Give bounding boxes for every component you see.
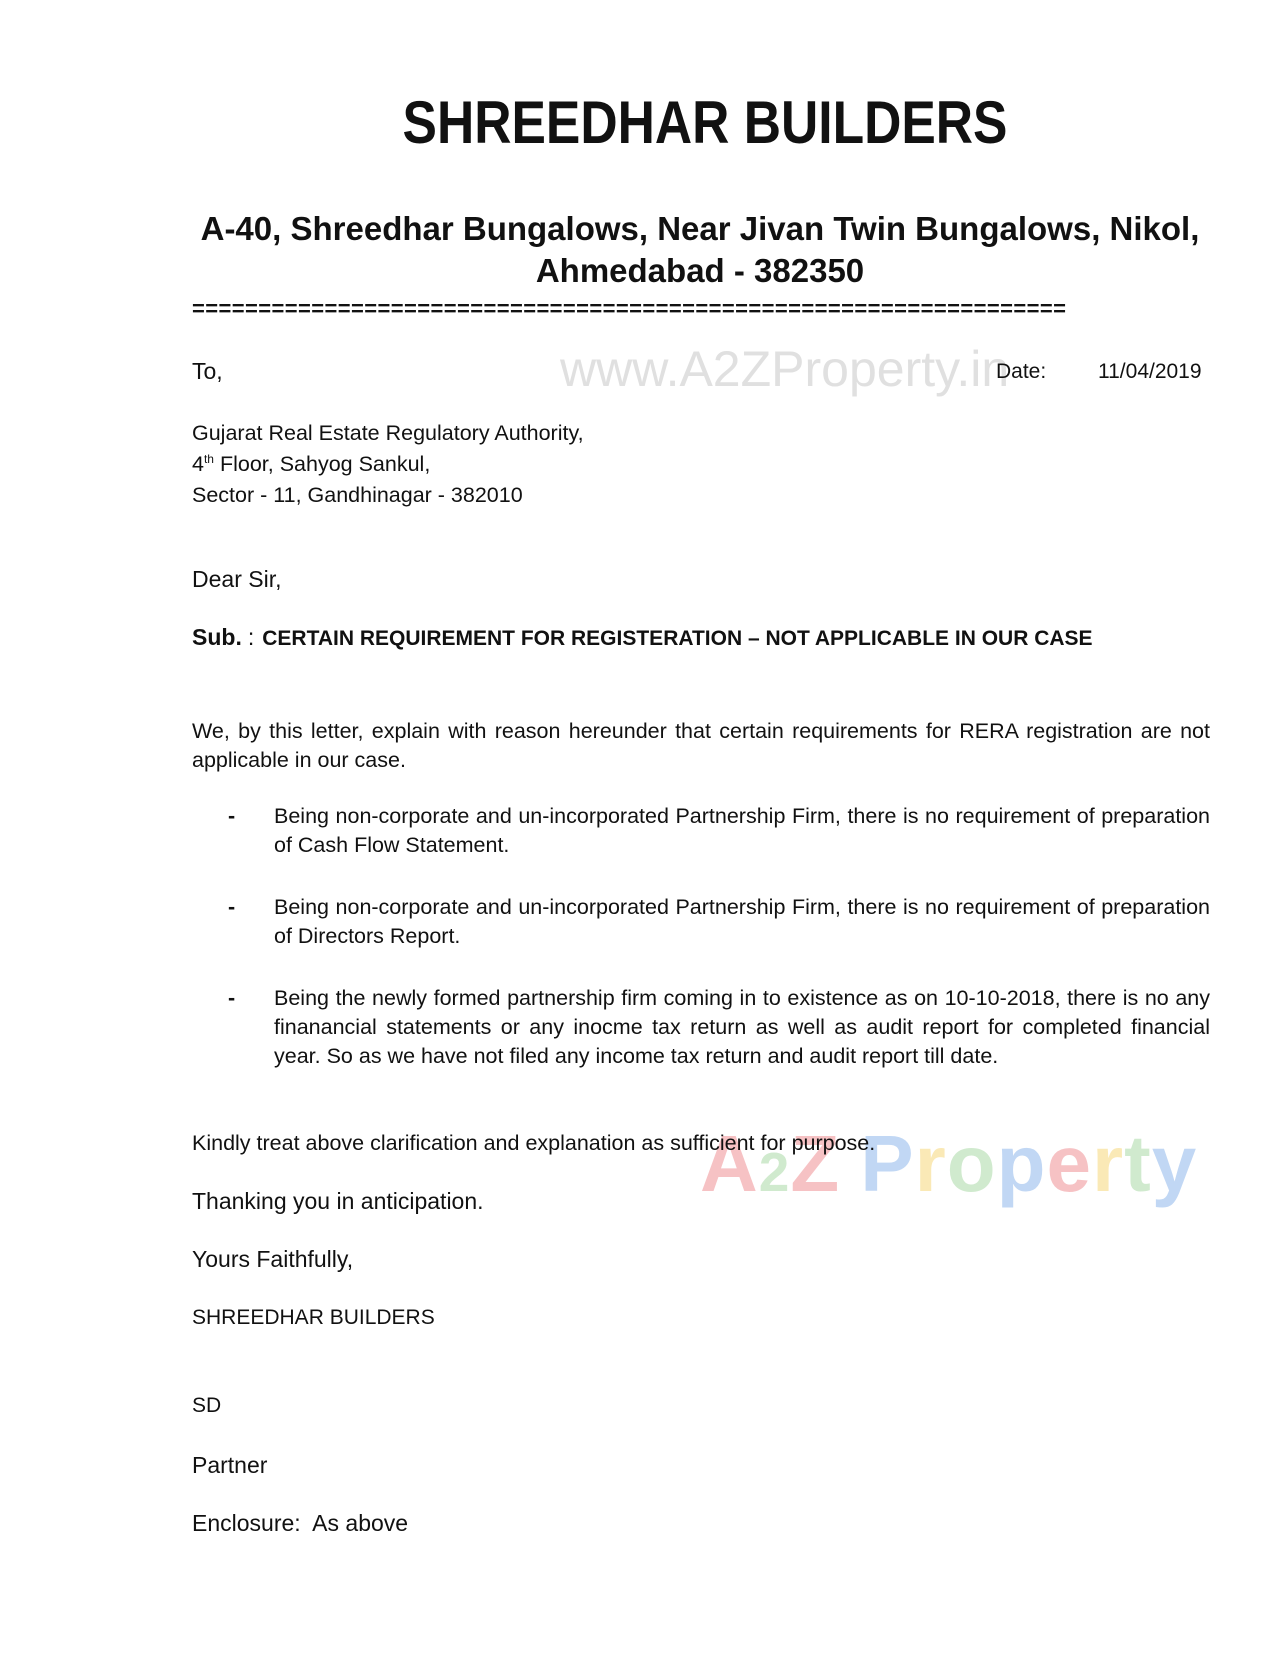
intro-paragraph: We, by this letter, explain with reason hereunder that certain requirements for RERA registration are not applicable in our case.	[192, 719, 1210, 772]
bullet-dash: -	[228, 895, 236, 919]
logo-letter: y	[1151, 1119, 1198, 1208]
closing-valediction: Yours Faithfully,	[192, 1246, 354, 1272]
to-line: To,	[192, 358, 223, 384]
logo-letter: 2	[758, 1141, 791, 1203]
subject-line	[192, 624, 1093, 651]
logo-letter: e	[1046, 1119, 1092, 1208]
company-name: SHREEDHAR BUILDERS	[402, 89, 1008, 156]
signature-sd: SD	[192, 1394, 222, 1417]
salutation: Dear Sir,	[192, 566, 282, 592]
subject-colon: :	[247, 624, 255, 650]
subject-text: CERTAIN REQUIREMENT FOR REGISTERATION – NOT APPLICABLE IN OUR CASE	[262, 627, 1093, 650]
list-item-text: Being non-corporate and un-incorporated Partnership Firm, there is no requirement of preparation of Cash Flow Statement.	[274, 804, 1210, 857]
logo-letter: Z	[790, 1119, 841, 1208]
date-label: Date:	[996, 360, 1047, 383]
floor-rest: Floor, Sahyog Sankul,	[213, 452, 431, 476]
list-item-text: Being the newly formed partnership firm coming in to existence as on 10-10-2018, there is no any finanancial statements or any inocme tax return as well as audit report for completed financial year. So as we have not filed any income tax return and audit report till date.	[274, 986, 1210, 1068]
bullet-dash: -	[228, 986, 236, 1010]
closing-clarification: Kindly treat above clarification and explanation as sufficient for purpose.	[192, 1131, 876, 1155]
subject-label: Sub.	[192, 624, 242, 650]
logo-letter: p	[996, 1119, 1047, 1208]
signature-company: SHREEDHAR BUILDERS	[192, 1306, 435, 1329]
logo-letter: o	[946, 1119, 997, 1208]
logo-letter: P	[860, 1119, 915, 1208]
logo-letter: r	[914, 1119, 947, 1208]
bullet-dash: -	[228, 804, 236, 828]
logo-letter: r	[1092, 1119, 1125, 1208]
list-item	[192, 802, 1210, 860]
recipient-line-1: Gujarat Real Estate Regulatory Authority,	[192, 421, 584, 445]
address-line-1: A-40, Shreedhar Bungalows, Near Jivan Twin Bungalows, Nikol,	[200, 210, 1200, 247]
list-item	[192, 893, 1210, 951]
recipient-line-3: Sector - 11, Gandhinagar - 382010	[192, 483, 523, 507]
floor-number: 4	[192, 452, 204, 476]
signature-designation: Partner	[192, 1452, 268, 1478]
logo-letter: t	[1124, 1119, 1152, 1208]
reasons-list	[192, 802, 1210, 1104]
list-item	[192, 984, 1210, 1071]
closing-thanks: Thanking you in anticipation.	[192, 1188, 484, 1214]
logo-letter: A	[700, 1119, 759, 1208]
enclosure-line: Enclosure: As above	[192, 1510, 409, 1536]
address-line-2: Ahmedabad - 382350	[535, 252, 865, 289]
recipient-address	[192, 418, 584, 511]
recipient-line-2	[192, 449, 584, 480]
date-value: 11/04/2019	[1098, 360, 1202, 383]
watermark-url: www.A2ZProperty.in	[560, 341, 1010, 397]
floor-suffix: th	[203, 451, 214, 466]
company-address	[180, 208, 1220, 292]
list-item-text: Being non-corporate and un-incorporated Partnership Firm, there is no requirement of preparation of Directors Report.	[274, 895, 1210, 948]
letterhead-rule: ==================================================================	[192, 296, 1067, 321]
